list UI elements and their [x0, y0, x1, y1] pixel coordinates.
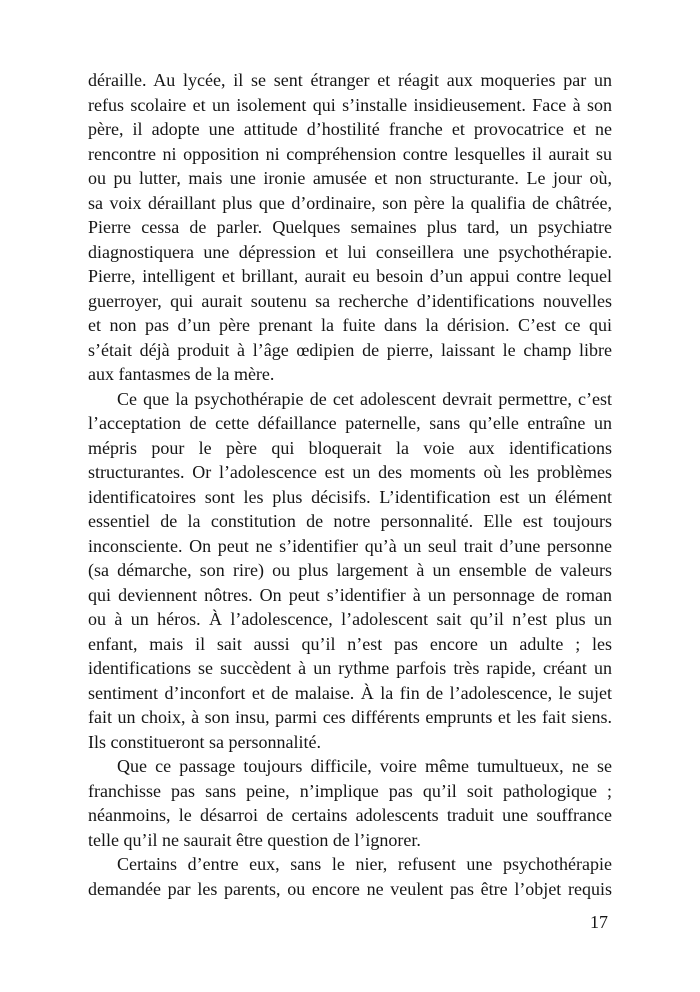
text-line: demandée par les parents, ou encore ne veulent pas être l’objet requis	[88, 878, 612, 899]
text-line: aux fantasmes de la mère.	[88, 364, 275, 384]
text-line: déraille. Au lycée, il se sent étranger et réagit aux moqueries par un	[88, 70, 612, 90]
text-line: rencontre ni opposition ni compréhension contre lesquelles il aurait su	[88, 143, 612, 164]
text-line: et non pas d’un père prenant la fuite dans la dérision. C’est ce qui	[88, 315, 612, 335]
text-line: ou à un héros. À l’adolescence, l’adolescent sait qu’il n’est plus un	[88, 609, 612, 629]
paragraph	[88, 68, 612, 387]
text-line: Ils constitueront sa personnalité.	[88, 731, 321, 752]
text-line: Ce que la psychothérapie de cet adolescent devrait permettre, c’est	[117, 388, 612, 409]
text-line: Que ce passage toujours difficile, voire même tumultueux, ne se	[117, 756, 612, 776]
page-number: 17	[590, 912, 608, 932]
paragraph	[88, 387, 612, 755]
body-text	[88, 68, 612, 901]
text-line: essentiel de la constitution de notre personnalité. Elle est toujours	[88, 511, 612, 531]
text-line: Pierre cessa de parler. Quelques semaines plus tard, un psychiatre	[88, 217, 612, 237]
text-line: s’était déjà produit à l’âge œdipien de pierre, laissant le champ libre	[88, 339, 612, 360]
text-line: (sa démarche, son rire) ou plus largement à un ensemble de valeurs	[88, 560, 612, 580]
text-line: l’acceptation de cette défaillance paternelle, sans qu’elle entraîne un	[88, 413, 612, 433]
text-line: sa voix déraillant plus que d’ordinaire, son père la qualifia de châtrée,	[88, 192, 612, 213]
text-line: inconsciente. On peut ne s’identifier qu’à un seul trait d’une personne	[88, 535, 612, 556]
text-line: sentiment d’inconfort et de malaise. À la fin de l’adolescence, le sujet	[88, 682, 612, 703]
text-line: fait un choix, à son insu, parmi ces différents emprunts et les fait siens.	[88, 707, 612, 727]
text-line: identificatoires sont les plus décisifs. L’identification est un élément	[88, 486, 612, 507]
text-line: qui deviennent nôtres. On peut s’identifier à un personnage de roman	[88, 584, 612, 605]
text-line: enfant, mais il sait aussi qu’il n’est pas encore un adulte ; les	[88, 633, 612, 654]
text-line: ou pu lutter, mais une ironie amusée et non structurante. Le jour où,	[88, 168, 612, 188]
text-line: père, il adopte une attitude d’hostilité franche et provocatrice et ne	[88, 119, 612, 139]
text-line: identifications se succèdent à un rythme parfois très rapide, créant un	[88, 658, 612, 678]
text-line: Certains d’entre eux, sans le nier, refusent une psychothérapie	[117, 854, 612, 874]
text-line: néanmoins, le désarroi de certains adolescents traduit une souffrance	[88, 805, 612, 825]
paragraph	[88, 852, 612, 901]
text-line: refus scolaire et un isolement qui s’installe insidieusement. Face à son	[88, 94, 612, 115]
text-line: guerroyer, qui aurait soutenu sa recherche d’identifications nouvelles	[88, 290, 612, 311]
paragraph	[88, 754, 612, 852]
text-line: structurantes. Or l’adolescence est un des moments où les problèmes	[88, 462, 612, 482]
text-line: Pierre, intelligent et brillant, aurait eu besoin d’un appui contre lequel	[88, 266, 612, 286]
text-line: franchisse pas sans peine, n’implique pas qu’il soit pathologique ;	[88, 780, 612, 801]
text-line: telle qu’il ne saurait être question de l’ignorer.	[88, 829, 421, 850]
text-line: mépris pour le père qui bloquerait la voie aux identifications	[88, 437, 612, 458]
text-line: diagnostiquera une dépression et lui conseillera une psychothérapie.	[88, 241, 612, 262]
